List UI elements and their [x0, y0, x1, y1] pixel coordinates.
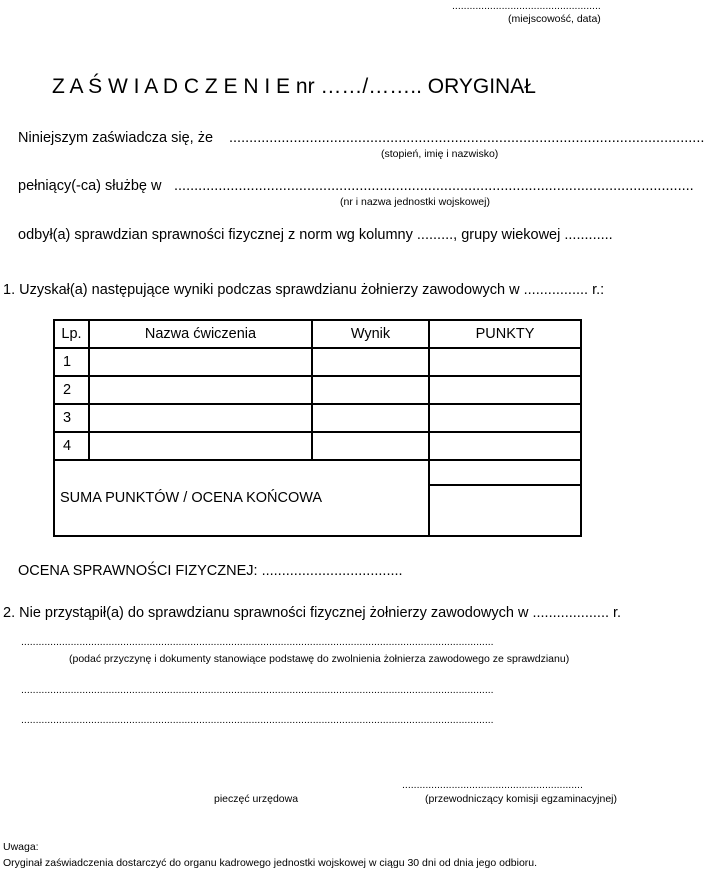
result-cell[interactable]: [312, 376, 429, 404]
row-number: 1: [54, 348, 89, 376]
reason-caption: (podać przyczynę i dokumenty stanowiące podstawę do zwolnienia żołnierza zawodowego ze sprawdzianu): [69, 653, 570, 665]
document-title: Z A Ś W I A D C Z E N I E nr ……/…….. ORYGINAŁ: [52, 75, 536, 98]
unit-label: pełniący(-ca) służbę w: [18, 178, 162, 194]
reason-dots-2: ..................................................................................................................................................................: [21, 684, 494, 696]
result-cell[interactable]: [312, 432, 429, 460]
place-date-caption: (miejscowość, data): [508, 13, 601, 25]
certify-label: Niniejszym zaświadcza się, że: [18, 130, 214, 146]
exercise-cell[interactable]: [89, 404, 312, 432]
final-grade-cell[interactable]: [429, 485, 581, 536]
name-dots: ......................................................................................................................: [229, 130, 704, 146]
row-number: 2: [54, 376, 89, 404]
chair-caption: (przewodniczący komisji egzaminacyjnej): [425, 793, 617, 805]
assessment-line: OCENA SPRAWNOŚCI FIZYCZNEJ: ...................................: [18, 563, 403, 579]
header-lp: Lp.: [54, 320, 89, 348]
stamp-caption: pieczęć urzędowa: [214, 793, 299, 805]
exercise-cell[interactable]: [89, 432, 312, 460]
header-points: PUNKTY: [429, 320, 581, 348]
points-cell[interactable]: [429, 348, 581, 376]
header-result: Wynik: [312, 320, 429, 348]
norm-line: odbył(a) sprawdzian sprawności fizycznej z norm wg kolumny ........., grupy wiekowej ............: [18, 227, 613, 243]
reason-dots-3: ..................................................................................................................................................................: [21, 714, 494, 726]
table-header-row: [54, 320, 581, 348]
result-cell[interactable]: [312, 348, 429, 376]
note-text: Oryginał zaświadczenia dostarczyć do organu kadrowego jednostki wojskowej w ciągu 30 dni od dnia jego odbioru.: [3, 857, 538, 869]
table-row: [54, 404, 581, 432]
exercise-cell[interactable]: [89, 348, 312, 376]
points-cell[interactable]: [429, 376, 581, 404]
points-cell[interactable]: [429, 432, 581, 460]
table-row: [54, 432, 581, 460]
unit-dots: .................................................................................................................................: [174, 178, 694, 194]
row-number: 3: [54, 404, 89, 432]
chair-signature-dots: ..............................................................: [402, 779, 583, 791]
unit-caption: (nr i nazwa jednostki wojskowej): [340, 196, 490, 208]
results-table: [53, 319, 582, 537]
row-number: 4: [54, 432, 89, 460]
name-caption: (stopień, imię i nazwisko): [381, 148, 499, 160]
reason-dots-1: ..................................................................................................................................................................: [21, 636, 494, 648]
sum-row: [54, 460, 581, 485]
table-row: [54, 376, 581, 404]
result-cell[interactable]: [312, 404, 429, 432]
header-exercise-name: Nazwa ćwiczenia: [89, 320, 312, 348]
table-row: [54, 348, 581, 376]
section1-text: 1. Uzyskał(a) następujące wyniki podczas sprawdzianu żołnierzy zawodowych w ................ r.:: [3, 282, 605, 298]
exercise-cell[interactable]: [89, 376, 312, 404]
section2-text: 2. Nie przystąpił(a) do sprawdzianu sprawności fizycznej żołnierzy zawodowych w ................... r.: [3, 605, 622, 621]
points-cell[interactable]: [429, 404, 581, 432]
note-heading: Uwaga:: [3, 841, 39, 853]
sum-label: SUMA PUNKTÓW / OCENA KOŃCOWA: [54, 460, 429, 536]
total-points-cell[interactable]: [429, 460, 581, 485]
place-date-dots: ...................................................: [452, 0, 601, 12]
